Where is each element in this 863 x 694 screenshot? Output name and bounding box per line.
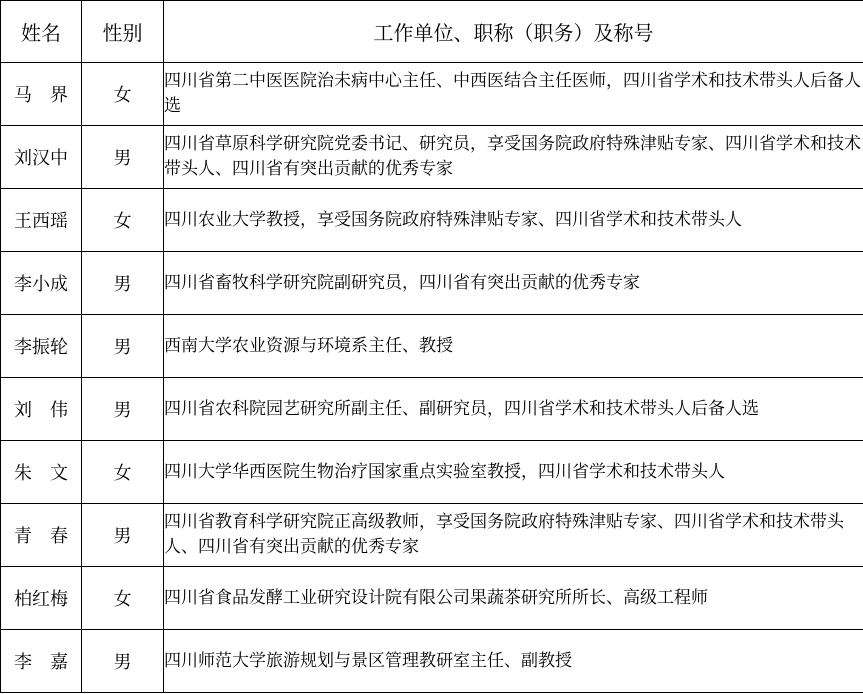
table-row: [1, 504, 863, 567]
cell-description: 四川省教育科学研究院正高级教师，享受国务院政府特殊津贴专家、四川省学术和技术带头人、四川省有突出贡献的优秀专家: [164, 504, 863, 567]
cell-gender: 女: [82, 189, 164, 252]
cell-description: 四川大学华西医院生物治疗国家重点实验室教授，四川省学术和技术带头人: [164, 441, 863, 504]
cell-name: 李振轮: [1, 315, 82, 378]
cell-description: 四川省第二中医医院治未病中心主任、中西医结合主任医师，四川省学术和技术带头人后备人选: [164, 63, 863, 126]
header-row: [1, 1, 863, 63]
cell-description: 四川师范大学旅游规划与景区管理教研室主任、副教授: [164, 630, 863, 693]
cell-name: 青 春: [1, 504, 82, 567]
cell-name: 王西瑶: [1, 189, 82, 252]
cell-gender: 男: [82, 315, 164, 378]
cell-gender: 男: [82, 126, 164, 189]
header-gender: 性别: [82, 1, 164, 63]
cell-gender: 男: [82, 504, 164, 567]
table-row: [1, 441, 863, 504]
cell-description: 四川省草原科学研究院党委书记、研究员，享受国务院政府特殊津贴专家、四川省学术和技术带头人、四川省有突出贡献的优秀专家: [164, 126, 863, 189]
cell-gender: 男: [82, 252, 164, 315]
cell-name: 刘汉中: [1, 126, 82, 189]
table-row: [1, 189, 863, 252]
table-row: [1, 630, 863, 693]
table-row: [1, 378, 863, 441]
cell-name: 刘 伟: [1, 378, 82, 441]
header-name: 姓名: [1, 1, 82, 63]
table-row: [1, 567, 863, 630]
cell-name: 李小成: [1, 252, 82, 315]
cell-gender: 女: [82, 567, 164, 630]
cell-description: 四川省畜牧科学研究院副研究员，四川省有突出贡献的优秀专家: [164, 252, 863, 315]
cell-description: 四川农业大学教授，享受国务院政府特殊津贴专家、四川省学术和技术带头人: [164, 189, 863, 252]
cell-name: 朱 文: [1, 441, 82, 504]
cell-gender: 男: [82, 378, 164, 441]
table-row: [1, 252, 863, 315]
cell-name: 马 界: [1, 63, 82, 126]
cell-gender: 女: [82, 441, 164, 504]
table-row: [1, 315, 863, 378]
cell-name: 李 嘉: [1, 630, 82, 693]
cell-gender: 女: [82, 63, 164, 126]
header-description: 工作单位、职称（职务）及称号: [164, 1, 863, 63]
cell-name: 柏红梅: [1, 567, 82, 630]
cell-description: 西南大学农业资源与环境系主任、教授: [164, 315, 863, 378]
cell-gender: 男: [82, 630, 164, 693]
cell-description: 四川省农科院园艺研究所副主任、副研究员，四川省学术和技术带头人后备人选: [164, 378, 863, 441]
cell-description: 四川省食品发酵工业研究设计院有限公司果蔬茶研究所所长、高级工程师: [164, 567, 863, 630]
table-row: [1, 126, 863, 189]
table-row: [1, 63, 863, 126]
